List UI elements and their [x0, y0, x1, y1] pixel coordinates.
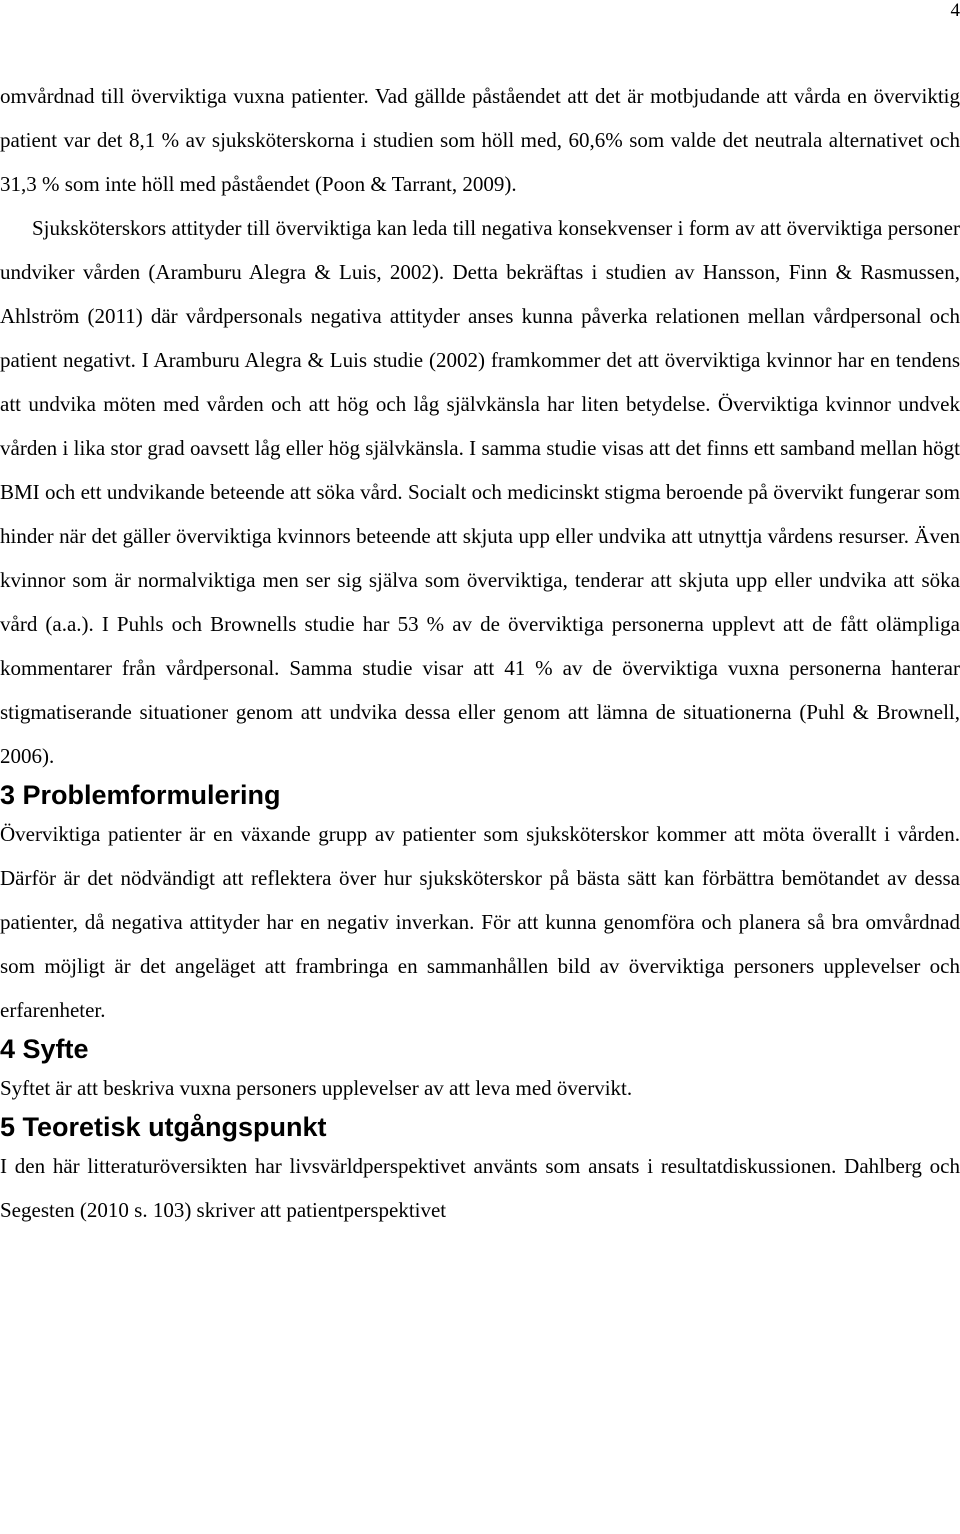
paragraph-attitudes-study: omvårdnad till överviktiga vuxna patienter. Vad gällde påståendet att det är motbjudande att vårda en överviktig patient var det 8,1 % av sjuksköterskorna i studien som höll med, 60,6% som valde det neutrala alternativet och 31,3 % som inte höll med påståendet (Poon & Tarrant, 2009).	[0, 84, 960, 196]
document-body	[0, 74, 960, 1232]
paragraph-teoretisk-utgangspunkt: I den här litteraturöversikten har livsvärldperspektivet använts som ansats i resultatdiskussionen. Dahlberg och Segesten (2010 s. 103) skriver att patientperspektivet	[0, 1154, 960, 1222]
heading-teoretisk-utgangspunkt: 5 Teoretisk utgångspunkt	[0, 1112, 327, 1142]
paragraph-avoidance-of-care: Sjuksköterskors attityder till överviktiga kan leda till negativa konsekvenser i form av att överviktiga personer undviker vården (Aramburu Alegra & Luis, 2002). Detta bekräftas i studien av Hansson, Finn & Rasmussen, Ahlström (2011) där vårdpersonals negativa attityder anses kunna påverka relationen mellan vårdpersonal och patient negativt. I Aramburu Alegra & Luis studie (2002) framkommer det att överviktiga kvinnor har en tendens att undvika möten med vården och att hög och låg självkänsla har liten betydelse. Överviktiga kvinnor undvek vården i lika stor grad oavsett låg eller hög självkänsla. I samma studie visas att det finns ett samband mellan högt BMI och ett undvikande beteende att söka vård. Socialt och medicinskt stigma beroende på övervikt fungerar som hinder när det gäller överviktiga kvinnors beteende att skjuta upp eller undvika att utnyttja vårdens resurser. Även kvinnor som är normalviktiga men ser sig själva som överviktiga, tenderar att skjuta upp eller undvika att söka vård (a.a.). I Puhls och Brownells studie har 53 % av de överviktiga personerna upplevt att de fått olämpliga kommentarer från vårdpersonal. Samma studie visar att 41 % av de överviktiga vuxna personerna hanterar stigmatiserande situationer genom att undvika dessa eller genom att lämna de situationerna (Puhl & Brownell, 2006).	[0, 216, 960, 768]
paragraph-problemformulering: Överviktiga patienter är en växande grupp av patienter som sjuksköterskor kommer att möta överallt i vården. Därför är det nödvändigt att reflektera över hur sjuksköterskor på bästa sätt kan förbättra bemötandet av dessa patienter, då negativa attityder har en negativ inverkan. För att kunna genomföra och planera så bra omvårdnad som möjligt är det angeläget att frambringa en sammanhållen bild av överviktiga personers upplevelser och erfarenheter.	[0, 822, 960, 1022]
heading-syfte: 4 Syfte	[0, 1034, 89, 1064]
paragraph-syfte: Syftet är att beskriva vuxna personers upplevelser av att leva med övervikt.	[0, 1076, 633, 1100]
page-number: 4	[950, 0, 960, 21]
heading-problemformulering: 3 Problemformulering	[0, 780, 281, 810]
